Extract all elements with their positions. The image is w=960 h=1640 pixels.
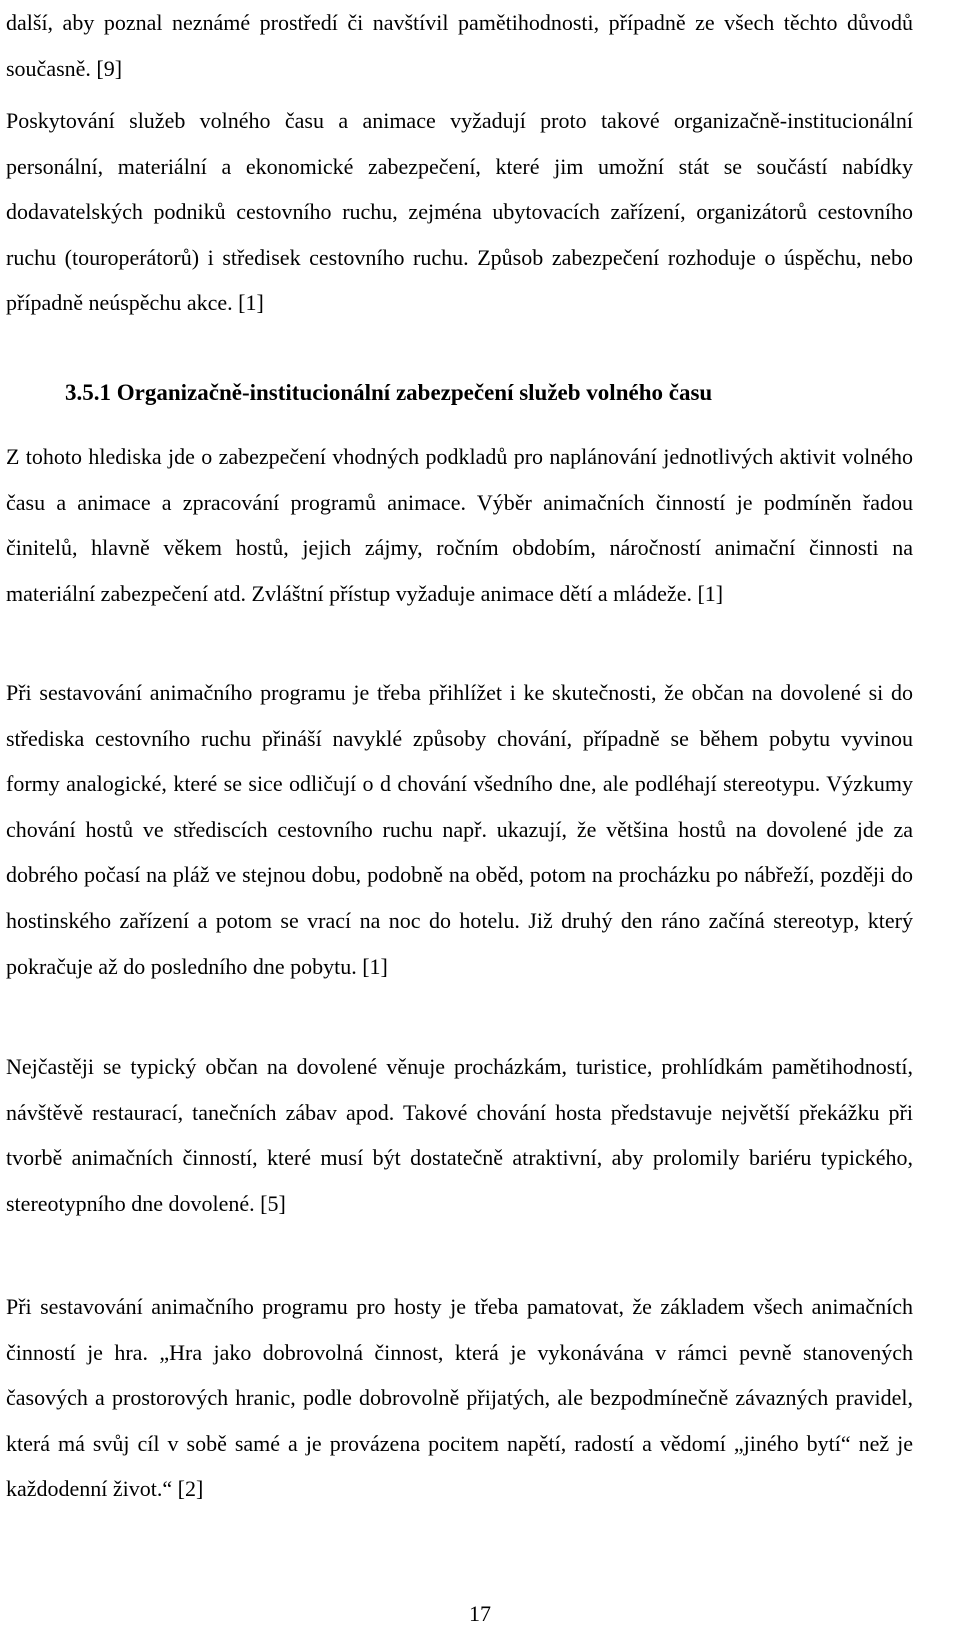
- page-number: 17: [469, 1601, 491, 1626]
- paragraph-typical-activities: Nejčastěji se typický občan na dovolené věnuje procházkám, turistice, prohlídkám pamětihodností, návštěvě restaurací, tanečních zábav apod. Takové chování hosta představuje největší překážku při tvorbě animačních činností, které musí být dostatečně atraktivní, aby prolomily bariéru typického, stereotypního dne dovolené. [5]: [6, 1054, 913, 1216]
- paragraph-continuation: další, aby poznal neznámé prostředí či navštívil pamětihodnosti, případně ze všech těchto důvodů současně. [9]: [6, 10, 913, 81]
- paragraph-guest-behavior: Při sestavování animačního programu je třeba přihlížet i ke skutečnosti, že občan na dovolené si do střediska cestovního ruchu přináší navyklé způsoby chování, případně se během pobytu vyvinou formy analogické, které se sice odličují o d chování všedního dne, ale podléhají stereotypu. Výzkumy chování hostů ve střediscích cestovního ruchu např. ukazují, že většina hostů na dovolené jde za dobrého počasí na pláž ve stejnou dobu, podobně na oběd, potom na procházku po nábřeží, později do hostinského zařízení a potom se vrací na noc do hotelu. Již druhý den ráno začíná stereotyp, který pokračuje až do posledního dne pobytu. [1]: [6, 680, 913, 979]
- paragraph-services-provision: Poskytování služeb volného času a animace vyžadují proto takové organizačně-institucionální personální, materiální a ekonomické zabezpečení, které jim umožní stát se součástí nabídky dodavatelských podniků cestovního ruchu, zejména ubytovacích zařízení, organizátorů cestovního ruchu (touroperátorů) i středisek cestovního ruchu. Způsob zabezpečení rozhoduje o úspěchu, nebo případně neúspěchu akce. [1]: [6, 108, 913, 316]
- section-heading: 3.5.1 Organizačně-institucionální zabezpečení služeb volného času: [65, 380, 713, 405]
- paragraph-play-definition: Při sestavování animačního programu pro hosty je třeba pamatovat, že základem všech animačních činností je hra. „Hra jako dobrovolná činnost, která je vykonávána v rámci pevně stanovených časových a prostorových hranic, podle dobrovolně přijatých, ale bezpodmínečně závazných pravidel, která má svůj cíl v sobě samé a je provázena pocitem napětí, radostí a vědomí „jiného bytí“ než je každodenní život.“ [2]: [6, 1294, 913, 1502]
- paragraph-planning-basis: Z tohoto hlediska jde o zabezpečení vhodných podkladů pro naplánování jednotlivých aktivit volného času a animace a zpracování programů animace. Výběr animačních činností je podmíněn řadou činitelů, hlavně věkem hostů, jejich zájmy, ročním obdobím, náročností animační činnosti na materiální zabezpečení atd. Zvláštní přístup vyžaduje animace dětí a mládeže. [1]: [6, 444, 913, 606]
